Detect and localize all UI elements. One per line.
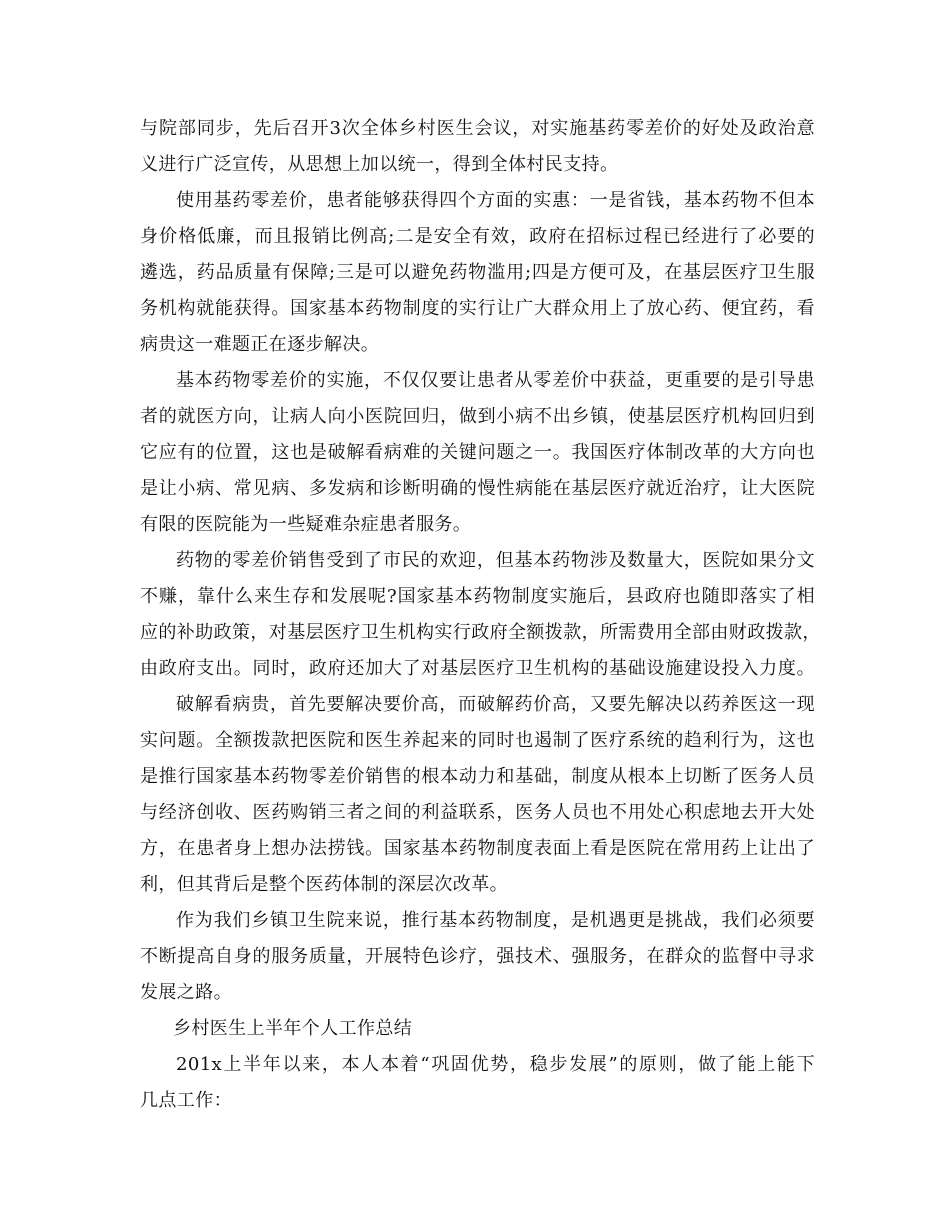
paragraph-3 <box>140 363 815 543</box>
text-line: 实问题。全额拨款把医院和医生养起来的同时也遏制了医疗系统的趋利行为，这也 <box>140 730 815 751</box>
text-line: 是让小病、常见病、多发病和诊断明确的慢性病能在基层医疗就近治疗，让大医院 <box>140 478 815 499</box>
text-line: 201x上半年以来，本人本着“巩固优势，稳步发展”的原则，做了能上能下 <box>176 1054 815 1075</box>
text-line: 病贵这一难题正在逐步解决。 <box>140 334 380 355</box>
paragraph-4 <box>140 543 821 687</box>
paragraph-6 <box>140 903 815 1011</box>
text-line: 发展之路。 <box>140 982 232 1003</box>
text-line: 作为我们乡镇卫生院来说，推行基本药物制度，是机遇更是挑战，我们必须要 <box>176 910 815 931</box>
section-title <box>140 1011 815 1047</box>
text-line: 应的补助政策，对基层医疗卫生机构实行政府全额拨款，所需费用全部由财政拨款， <box>140 622 821 643</box>
section-title-text: 乡村医生上半年个人工作总结 <box>173 1018 413 1039</box>
text-line: 利，但其背后是整个医药体制的深层次改革。 <box>140 874 508 895</box>
text-line: 使用基药零差价，患者能够获得四个方面的实惠：一是省钱，基本药物不但本 <box>176 190 815 211</box>
paragraph-1 <box>140 111 815 183</box>
text-line: 有限的医院能为一些疑难杂症患者服务。 <box>140 514 472 535</box>
text-line: 它应有的位置，这也是破解看病难的关键问题之一。我国医疗体制改革的大方向也 <box>140 442 815 463</box>
text-line: 方，在患者身上想办法捞钱。国家基本药物制度表面上看是医院在常用药上让出了 <box>140 838 815 859</box>
text-line: 破解看病贵，首先要解决要价高，而破解药价高，又要先解决以药养医这一现 <box>176 694 815 715</box>
text-line: 与院部同步，先后召开3次全体乡村医生会议，对实施基药零差价的好处及政治意 <box>140 118 815 139</box>
text-line: 者的就医方向，让病人向小医院回归，做到小病不出乡镇，使基层医疗机构回归到 <box>140 406 815 427</box>
text-line: 身价格低廉，而且报销比例高;二是安全有效，政府在招标过程已经进行了必要的 <box>140 226 815 247</box>
text-line: 基本药物零差价的实施，不仅仅要让患者从零差价中获益，更重要的是引导患 <box>176 370 815 391</box>
paragraph-8 <box>140 1047 815 1119</box>
text-line: 是推行国家基本药物零差价销售的根本动力和基础，制度从根本上切断了医务人员 <box>140 766 815 787</box>
text-line: 务机构就能获得。国家基本药物制度的实行让广大群众用上了放心药、便宜药，看 <box>140 298 815 319</box>
text-line: 不赚，靠什么来生存和发展呢?国家基本药物制度实施后，县政府也随即落实了相 <box>140 586 815 607</box>
text-line: 不断提高自身的服务质量，开展特色诊疗，强技术、强服务，在群众的监督中寻求 <box>140 946 815 967</box>
text-line: 药物的零差价销售受到了市民的欢迎，但基本药物涉及数量大，医院如果分文 <box>176 550 815 571</box>
document-body <box>140 111 821 1119</box>
text-line: 义进行广泛宣传，从思想上加以统一，得到全体村民支持。 <box>140 154 619 175</box>
text-line: 由政府支出。同时，政府还加大了对基层医疗卫生机构的基础设施建设投入力度。 <box>140 658 815 679</box>
text-line: 与经济创收、医药购销三者之间的利益联系，医务人员也不用处心积虑地去开大处 <box>140 802 815 823</box>
text-line: 遴选，药品质量有保障;三是可以避免药物滥用;四是方便可及，在基层医疗卫生服 <box>140 262 815 283</box>
text-line: 几点工作： <box>140 1090 232 1111</box>
paragraph-5 <box>140 687 815 903</box>
paragraph-2 <box>140 183 815 363</box>
